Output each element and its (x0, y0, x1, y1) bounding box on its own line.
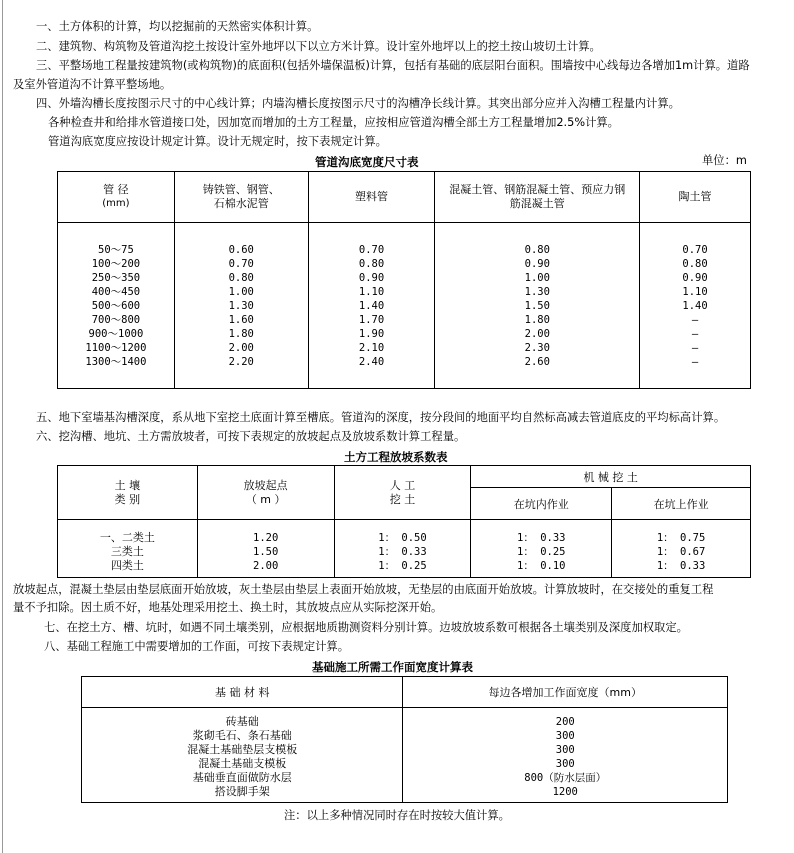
table1-col-diameter: 50～75 100～200 250～350 400～450 500～600 700～800 900～1000 1100～1200 1300～1400 (58, 223, 175, 389)
paragraph-6: 六、挖沟槽、地坑、土方需放坡者，可按下表规定的放坡起点及放坡系数计算工程量。 (36, 430, 466, 443)
table2-header-machine: 机 械 挖 土 (471, 466, 751, 488)
paragraph-5: 五、地下室墙基沟槽深度，系从地下室挖土底面计算至槽底。管道沟的深度，按分段间的地面平均自然标高减去管道底皮的平均标高计算。 (36, 411, 726, 424)
paragraph-8: 八、基础工程施工中需要增加的工作面，可按下表规定计算。 (44, 640, 350, 653)
table1-col-concrete: 0.80 0.90 1.00 1.30 1.50 1.80 2.00 2.30 2.60 (435, 223, 640, 389)
table2-header-in-pit: 在坑内作业 (471, 488, 612, 520)
page-left-rule (2, 0, 3, 853)
table1-unit: 单位：m (702, 154, 747, 167)
paragraph-4b: 各种检查井和给排水管道接口处，因加宽而增加的土方工程量，应按相应管道沟槽全部土方工程量增加2.5%计算。 (48, 116, 619, 129)
table1-header-concrete: 混凝土管、钢筋混凝土管、预应力钢 筋混凝土管 (435, 172, 640, 223)
table2-col-soil: 一、二类土 三类土 四类土 (58, 520, 198, 578)
paragraph-3b: 及室外管道沟不计算平整场地。 (13, 78, 172, 91)
table3-header-width: 每边各增加工作面宽度（mm） (403, 677, 728, 708)
table2-header-on-pit: 在坑上作业 (612, 488, 751, 520)
table2-title: 土方工程放坡系数表 (344, 450, 448, 464)
table2-header-slope-start: 放坡起点 （ m ） (197, 466, 334, 520)
table3-note: 注：以上多种情况同时存在时按较大值计算。 (284, 809, 510, 822)
table1-col-clay: 0.70 0.80 0.90 1.10 1.40 — — — — (640, 223, 751, 389)
table1-header-pipe-diameter: 管 径 (mm) (58, 172, 175, 223)
paragraph-2: 二、建筑物、构筑物及管道沟挖土按设计室外地坪以下以立方米计算。设计室外地坪以上的挖土按山坡切土计算。 (36, 40, 601, 53)
table2-header-soil-type: 土 壤 类 别 (58, 466, 198, 520)
paragraph-6-note-a: 放坡起点，混凝土垫层由垫层底面开始放坡，灰土垫层由垫层上表面开始放坡，无垫层的由底面开始放坡。计算放坡时，在交接处的重复工程 (13, 583, 714, 596)
paragraph-6-note-b: 量不予扣除。因土质不好，地基处理采用挖土、换土时，其放坡点应从实际挖深开始。 (13, 601, 443, 614)
paragraph-4: 四、外墙沟槽长度按图示尺寸的中心线计算；内墙沟槽长度按图示尺寸的沟槽净长线计算。其突出部分应并入沟槽工程量内计算。 (36, 97, 680, 110)
paragraph-3a: 三、平整场地工程量按建筑物(或构筑物)的底面积(包括外墙保温板)计算，包括有基础的底层阳台面积。围墙按中心线每边各增加1m计算。道路 (36, 59, 750, 72)
pipe-trench-width-table (57, 171, 751, 389)
slope-coefficient-table (57, 465, 751, 578)
table1-col-plastic: 0.70 0.80 0.90 1.10 1.40 1.70 1.90 2.10 2.40 (308, 223, 435, 389)
table1-header-cast-iron: 铸铁管、钢管、 石棉水泥管 (174, 172, 308, 223)
table1-header-clay: 陶土管 (640, 172, 751, 223)
table1-header-plastic: 塑料管 (308, 172, 435, 223)
table1-title: 管道沟底宽度尺寸表 (315, 155, 419, 169)
table3-col-width: 200 300 300 300 800（防水层面） 1200 (403, 708, 728, 803)
working-face-width-table (81, 676, 728, 803)
paragraph-1: 一、土方体积的计算，均以挖掘前的天然密实体积计算。 (36, 20, 319, 33)
table2-col-on-pit: 1： 0.75 1： 0.67 1： 0.33 (612, 520, 751, 578)
table2-col-start: 1.20 1.50 2.00 (197, 520, 334, 578)
table2-header-manual: 人 工 挖 土 (334, 466, 471, 520)
table3-col-material: 砖基础 浆砌毛石、条石基础 混凝土基础垫层支模板 混凝土基础支模板 基础垂直面做防水层 搭设脚手架 (82, 708, 403, 803)
table2-col-manual: 1： 0.50 1： 0.33 1： 0.25 (334, 520, 471, 578)
paragraph-4c: 管道沟底宽度应按设计规定计算。设计无规定时，按下表规定计算。 (48, 135, 387, 148)
table3-title: 基础施工所需工作面宽度计算表 (312, 660, 473, 674)
table3-header-material: 基 础 材 料 (82, 677, 403, 708)
table1-col-cast-iron: 0.60 0.70 0.80 1.00 1.30 1.60 1.80 2.00 2.20 (174, 223, 308, 389)
table2-col-in-pit: 1： 0.33 1： 0.25 1： 0.10 (471, 520, 612, 578)
paragraph-7: 七、在挖土方、槽、坑时，如遇不同土壤类别，应根据地质勘测资料分别计算。边坡放坡系数可根据各土壤类别及深度加权取定。 (44, 621, 688, 634)
